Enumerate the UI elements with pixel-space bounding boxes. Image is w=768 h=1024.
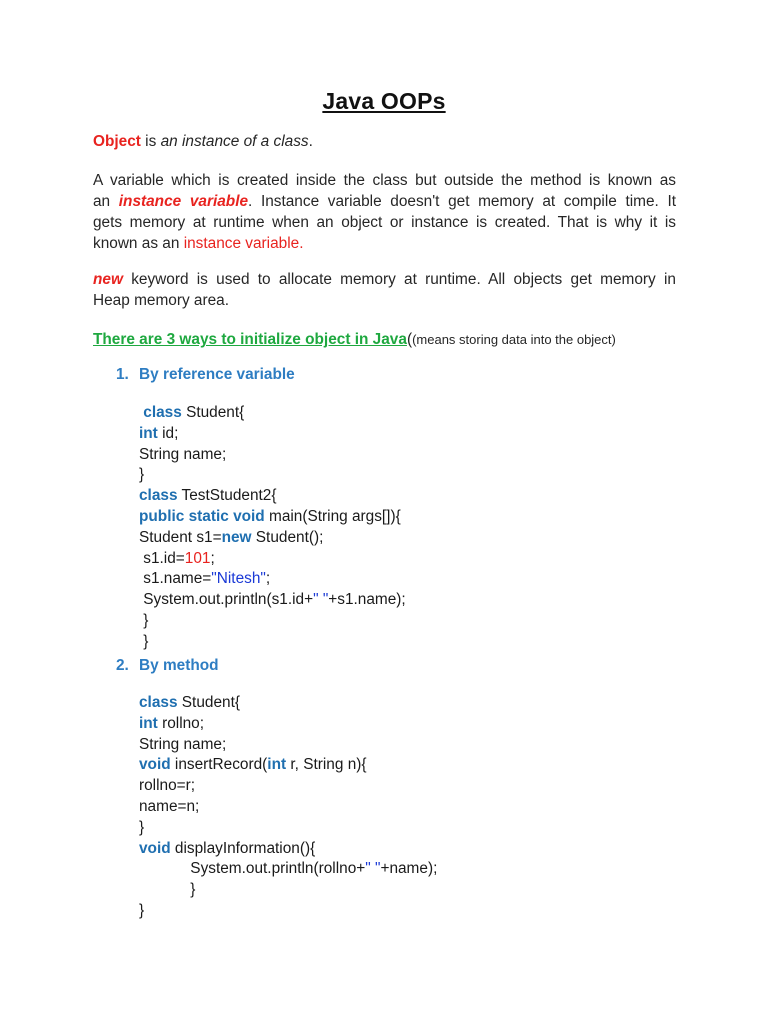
section-1-label: By reference variable xyxy=(139,366,295,383)
code-text: } xyxy=(139,901,145,919)
object-text-2: an instance of a class xyxy=(160,133,309,150)
section-2-heading xyxy=(116,657,219,675)
code-block-2 xyxy=(139,693,437,922)
code-keyword: void xyxy=(139,839,171,857)
instance-line-2 xyxy=(93,191,676,212)
code-text: insertRecord( xyxy=(170,756,268,774)
code-text: System.out.println(s1.id+ xyxy=(139,591,314,609)
instance-line-1: A variable which is created inside the class but outside the method is known as xyxy=(93,172,676,189)
code-text: Student(); xyxy=(251,528,324,546)
ways-heading: There are 3 ways to initialize object in Java xyxy=(93,331,407,348)
ways-paren: ( xyxy=(406,331,413,348)
code-1-line xyxy=(139,424,406,445)
code-1-line xyxy=(139,528,406,549)
code-text: Student{ xyxy=(177,694,240,711)
code-2-line xyxy=(139,880,437,901)
code-1-line xyxy=(139,465,406,486)
section-2-number: 2. xyxy=(116,657,129,674)
code-string: "Nitesh" xyxy=(211,570,266,588)
code-text: rollno; xyxy=(157,714,205,732)
code-text: Student s1= xyxy=(139,528,222,546)
code-text: +s1.name); xyxy=(328,591,406,609)
section-1-heading xyxy=(116,366,295,384)
code-text: Student{ xyxy=(181,404,245,421)
code-text: s1.name= xyxy=(139,570,212,588)
code-text: System.out.println(rollno+ xyxy=(139,860,366,878)
ways-heading-line xyxy=(93,329,676,350)
code-keyword: int xyxy=(139,424,158,442)
code-text: } xyxy=(139,881,196,899)
code-2-line xyxy=(139,714,437,735)
code-keyword: int xyxy=(267,756,287,774)
code-text: } xyxy=(139,818,145,836)
code-keyword: new xyxy=(221,528,252,546)
new-line-1 xyxy=(93,269,676,290)
code-2-line xyxy=(139,839,437,860)
new-term: new xyxy=(93,271,123,288)
code-keyword: class xyxy=(139,487,178,505)
code-1-line xyxy=(139,590,406,611)
new-line-1-rest: keyword is used to allocate memory at runtime. All objects get memory in xyxy=(122,271,676,288)
ways-note: (means storing data into the object) xyxy=(412,332,616,347)
instance-line-2b: . Instance variable doesn't get memory at compile time. It xyxy=(248,193,676,210)
code-text: displayInformation(){ xyxy=(170,839,316,857)
instance-line-4a: known as an xyxy=(93,235,184,252)
code-1-line xyxy=(139,486,406,507)
code-text: r, String n){ xyxy=(286,756,367,774)
object-text-3: . xyxy=(308,133,313,150)
object-text-1: is xyxy=(140,133,161,150)
instance-line-3: gets memory at runtime when an object or instance is created. That is why it is xyxy=(93,214,676,231)
code-text: s1.id= xyxy=(139,549,185,567)
code-2-line xyxy=(139,755,437,776)
code-1-line xyxy=(139,445,406,466)
code-text: main(String args[]){ xyxy=(264,507,401,525)
object-term: Object xyxy=(93,133,141,150)
instance-variable-term-2: instance variable. xyxy=(183,235,304,252)
code-text: } xyxy=(139,466,145,484)
code-block-1 xyxy=(139,403,406,653)
code-1-line xyxy=(139,507,406,528)
new-keyword-paragraph xyxy=(93,269,676,311)
code-text: } xyxy=(139,611,149,629)
code-keyword: public static void xyxy=(139,507,265,525)
instance-variable-paragraph xyxy=(93,170,676,254)
code-1-line xyxy=(139,569,406,590)
code-text: ; xyxy=(265,570,271,588)
section-1-number: 1. xyxy=(116,366,129,383)
code-2-line xyxy=(139,693,437,714)
code-1-line xyxy=(139,403,406,424)
code-2-line xyxy=(139,776,437,797)
code-text: String name; xyxy=(139,445,227,463)
code-text: TestStudent2{ xyxy=(177,487,277,505)
code-1-line xyxy=(139,632,406,653)
code-keyword: class xyxy=(143,404,182,421)
code-2-line xyxy=(139,859,437,880)
instance-line-2a: an xyxy=(93,193,119,210)
new-line-2: Heap memory area. xyxy=(93,292,230,309)
code-keyword: class xyxy=(139,694,178,711)
object-definition xyxy=(93,131,676,152)
code-keyword: int xyxy=(139,714,158,732)
page-title: Java OOPs xyxy=(322,88,446,114)
code-1-line xyxy=(139,611,406,632)
code-1-line xyxy=(139,549,406,570)
code-2-line xyxy=(139,901,437,922)
code-text: ; xyxy=(210,549,215,567)
section-2-label: By method xyxy=(139,657,219,674)
instance-line-4 xyxy=(93,233,676,254)
code-2-line xyxy=(139,735,437,756)
code-number: 101 xyxy=(184,549,211,567)
code-string: " " xyxy=(313,591,329,609)
code-text: String name; xyxy=(139,735,227,753)
code-text: +name); xyxy=(380,860,438,878)
code-2-line xyxy=(139,818,437,839)
code-text: name=n; xyxy=(139,797,200,815)
code-string: " " xyxy=(365,860,381,878)
code-2-line xyxy=(139,797,437,818)
code-keyword: void xyxy=(139,756,171,774)
code-text: } xyxy=(139,632,149,650)
instance-variable-term: instance variable xyxy=(118,193,249,210)
code-text: id; xyxy=(157,424,179,442)
code-text: rollno=r; xyxy=(139,777,196,795)
